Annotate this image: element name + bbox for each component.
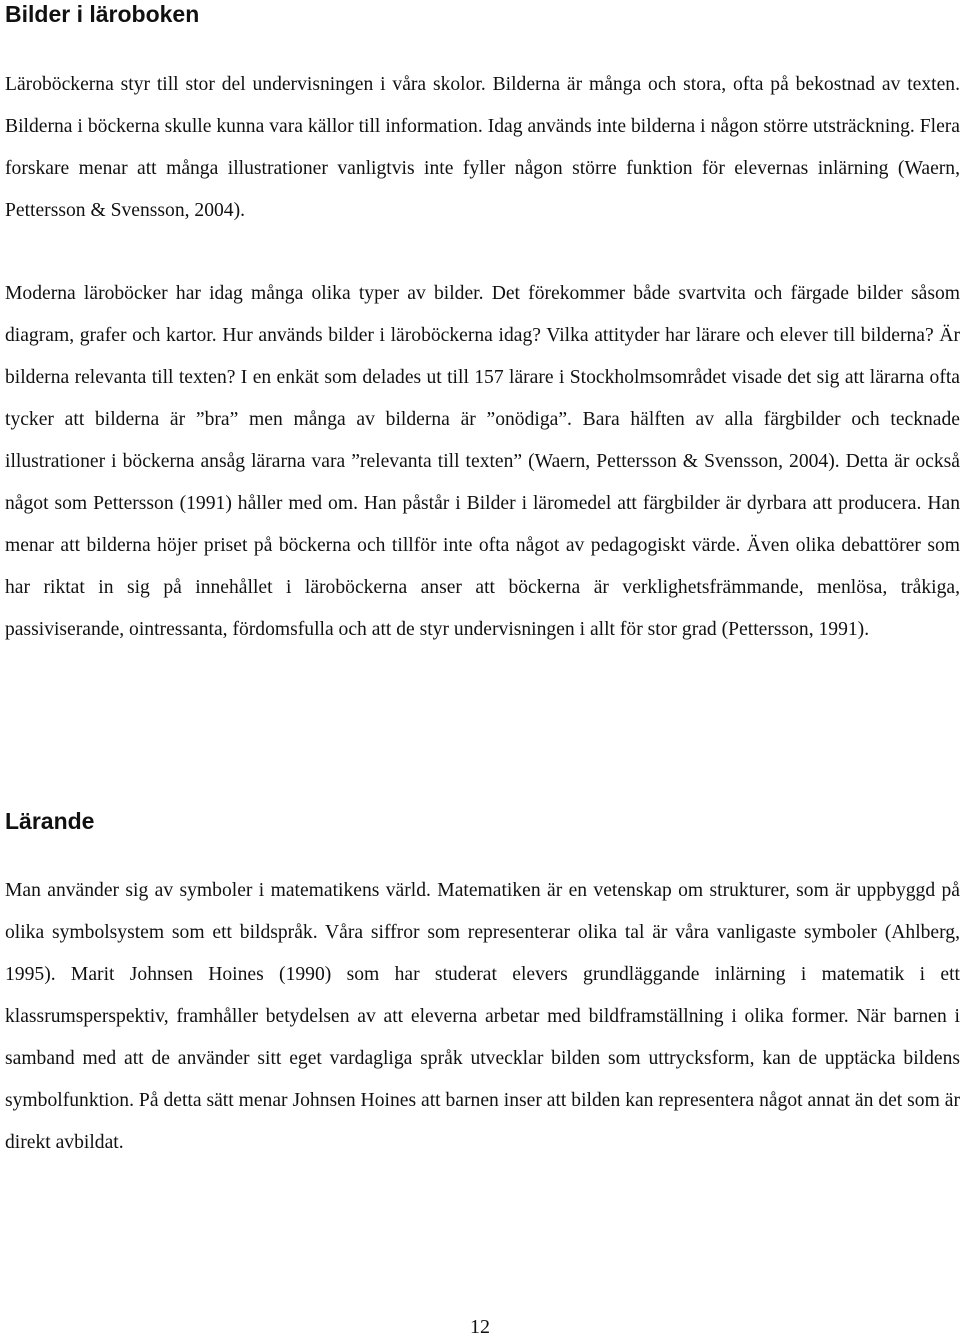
paragraph-laroboken-intro: Läroböckerna styr till stor del undervisningen i våra skolor. Bilderna är många och stora, ofta på bekostnad av texten. Bilderna i böckerna skulle kunna vara källor till information. Idag används inte bilderna i någon större utsträckning. Flera forskare menar att många illustrationer vanligtvis inte fyller någon större funktion för elevernas inlärning (Waern, Pettersson & Svensson, 2004). [5,74,960,221]
paragraph-moderna-larobocker: Moderna läroböcker har idag många olika typer av bilder. Det förekommer både svartvita och färgade bilder såsom diagram, grafer och kartor. Hur används bilder i läroböckerna idag? Vilka attityder har lärare och elever till bilderna? Är bilderna relevanta till texten? I en enkät som delades ut till 157 lärare i Stockholmsområdet visade det sig att lärarna ofta tycker att bilderna är ”bra” men många av bilderna är ”onödiga”. Bara hälften av alla färgbilder och tecknade illustrationer i böckerna ansåg lärarna vara ”relevanta till texten” (Waern, Pettersson & Svensson, 2004). Detta är också något som Pettersson (1991) håller med om. Han påstår i Bilder i läromedel att färgbilder är dyrbara att producera. Han menar att bilderna höjer priset på böckerna och tillför inte ofta något av pedagogiskt värde. Även olika debattörer som har riktat in sig på innehållet i läroböckerna anser att böckerna är verklighetsfrämmande, menlösa, tråkiga, passiviserande, ointressanta, fördomsfulla och att de styr undervisningen i allt för stor grad (Pettersson, 1991). [5,283,960,640]
section-heading-bilder-i-laroboken: Bilder i läroboken [5,1,200,27]
paragraph-symboler-matematik: Man använder sig av symboler i matematikens värld. Matematiken är en vetenskap om strukturer, som är uppbyggd på olika symbolsystem som ett bildspråk. Våra siffror som representerar olika tal är våra vanligaste symboler (Ahlberg, 1995). Marit Johnsen Hoines (1990) som har studerat elevers grundläggande inlärning i matematik i ett klassrumsperspektiv, framhåller betydelsen av att eleverna arbetar med bildframställning i olika former. När barnen i samband med att de använder sitt eget vardagliga språk utvecklar bilden som uttrycksform, kan de upptäcka bildens symbolfunktion. På detta sätt menar Johnsen Hoines att barnen inser att bilden kan representera något annat än det som är direkt avbildat. [5,880,960,1153]
section-heading-larande: Lärande [5,808,95,834]
page-number: 12 [470,1316,490,1338]
